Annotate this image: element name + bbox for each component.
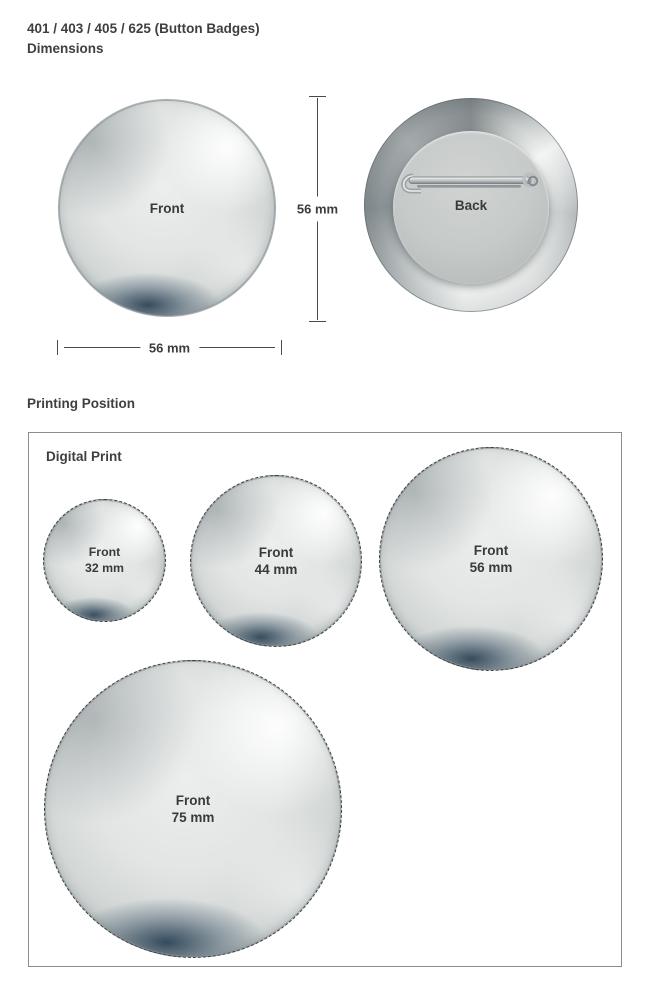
digital-print-box <box>28 432 622 967</box>
badge-56-label: Front <box>473 543 509 558</box>
printing-position-heading: Printing Position <box>27 396 135 411</box>
badge-32-label: Front <box>88 545 121 559</box>
badge-front-75mm <box>44 660 342 958</box>
badge-32-size: 32 mm <box>85 560 124 575</box>
badge-56-label-group <box>470 542 513 576</box>
dimensions-subtitle: Dimensions <box>27 41 104 56</box>
badge-front-photo <box>58 99 276 317</box>
badge-56-size: 56 mm <box>469 560 513 575</box>
badge-back-photo <box>364 98 578 312</box>
dimension-cap-left <box>57 340 58 355</box>
width-dimension-label: 56 mm <box>140 339 199 356</box>
page-title <box>27 19 260 59</box>
dimension-cap-top <box>309 96 326 97</box>
badge-44-size: 44 mm <box>254 562 298 577</box>
width-dimension-line <box>57 340 282 355</box>
safety-pin-icon <box>397 168 543 198</box>
badge-44-label-group <box>255 544 298 578</box>
badge-front-44mm <box>190 475 362 647</box>
badge-75-label-group <box>172 792 215 826</box>
dimension-cap-bottom <box>309 321 326 322</box>
badge-front-56mm <box>379 447 603 671</box>
badge-75-size: 75 mm <box>171 810 215 825</box>
height-dimension-label: 56 mm <box>295 197 340 222</box>
product-codes-title: 401 / 403 / 405 / 625 (Button Badges) <box>27 21 260 36</box>
badge-front-32mm <box>43 499 166 622</box>
height-dimension-line <box>296 96 339 322</box>
badge-44-label: Front <box>258 545 294 560</box>
front-badge-label: Front <box>149 200 185 216</box>
badge-back-plate <box>393 131 549 284</box>
badge-32-label-group <box>85 545 124 576</box>
dimension-cap-right <box>281 340 282 355</box>
badge-75-label: Front <box>175 793 211 808</box>
back-badge-label: Back <box>454 198 488 213</box>
digital-print-title: Digital Print <box>46 449 122 464</box>
